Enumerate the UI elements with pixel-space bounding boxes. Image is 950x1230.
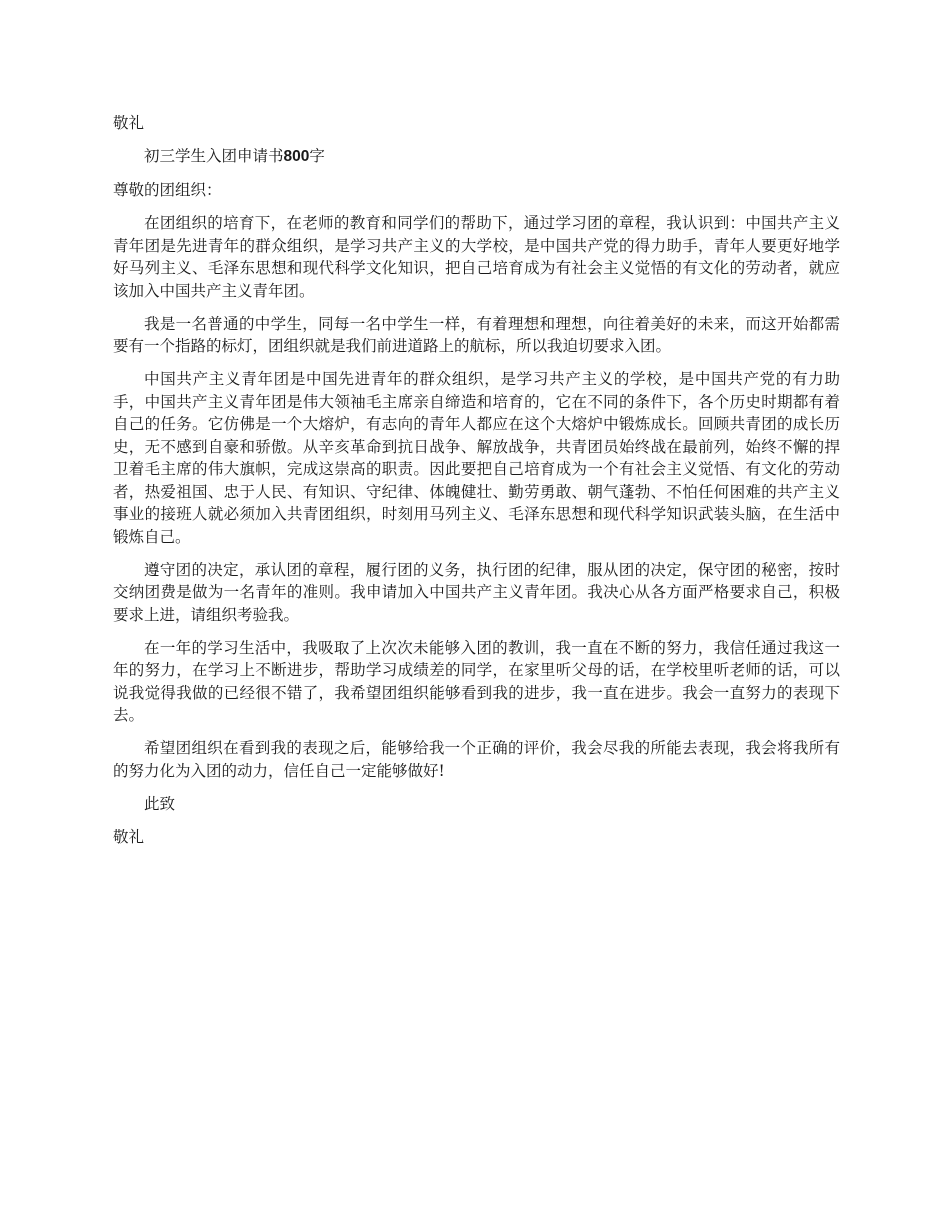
document-page bbox=[113, 112, 840, 859]
title-word-count: 800 bbox=[283, 148, 310, 165]
body-paragraph: 在团组织的培育下，在老师的教育和同学们的帮助下，通过学习团的章程，我认识到：中国共产主义青年团是先进青年的群众组织，是学习共产主义的大学校，是中国共产党的得力助手，青年人要更好地学好马列主义、毛泽东思想和现代科学文化知识，把自己培育成为有社会主义觉悟的有文化的劳动者，就应该加入中国共产主义青年团。 bbox=[113, 214, 840, 300]
greeting: 尊敬的团组织： bbox=[113, 181, 222, 199]
body-paragraph: 我是一名普通的中学生，同每一名中学生一样，有着理想和理想，向往着美好的未来，而这开始都需要有一个指路的标灯，团组织就是我们前进道路上的航标，所以我迫切要求入团。 bbox=[113, 314, 840, 355]
closing: 此致 bbox=[144, 794, 176, 813]
title-prefix: 初三学生入团申请书 bbox=[144, 147, 284, 165]
bottom-salutation: 敬礼 bbox=[113, 827, 145, 846]
document-title bbox=[113, 145, 840, 169]
body-paragraph: 遵守团的决定，承认团的章程，履行团的义务，执行团的纪律，服从团的决定，保守团的秘密，按时交纳团费是做为一名青年的准则。我申请加入中国共产主义青年团。我决心从各方面严格要求自己，积极要求上进，请组织考验我。 bbox=[113, 560, 840, 624]
top-salutation: 敬礼 bbox=[113, 114, 145, 132]
body-paragraph: 在一年的学习生活中，我吸取了上次次未能够入团的教训，我一直在不断的努力，我信任通过我这一年的努力，在学习上不断进步，帮助学习成绩差的同学，在家里听父母的话，在学校里听老师的话，可以说我觉得我做的已经很不错了，我希望团组织能够看到我的进步，我一直在进步。我会一直努力的表现下去。 bbox=[113, 638, 840, 724]
body-paragraph: 中国共产主义青年团是中国先进青年的群众组织，是学习共产主义的学校，是中国共产党的有力助手，中国共产主义青年团是伟大领袖毛主席亲自缔造和培育的，它在不同的条件下，各个历史时期都有着自己的任务。它仿佛是一个大熔炉，有志向的青年人都应在这个大熔炉中锻炼成长。回顾共青团的成长历史，无不感到自豪和骄傲。从辛亥革命到抗日战争、解放战争，共青团员始终战在最前列，始终不懈的捍卫着毛主席的伟大旗帜，完成这崇高的职责。因此要把自己培育成为一个有社会主义觉悟、有文化的劳动者，热爱祖国、忠于人民、有知识、守纪律、体魄健壮、勤劳勇敢、朝气蓬勃、不怕任何困难的共产主义事业的接班人就必须加入共青团组织，时刻用马列主义、毛泽东思想和现代科学知识武装头脑，在生活中锻炼自己。 bbox=[113, 370, 840, 546]
body-paragraph: 希望团组织在看到我的表现之后，能够给我一个正确的评价，我会尽我的所能去表现，我会将我所有的努力化为入团的动力，信任自己一定能够做好! bbox=[113, 739, 840, 780]
title-suffix: 字 bbox=[309, 147, 325, 165]
